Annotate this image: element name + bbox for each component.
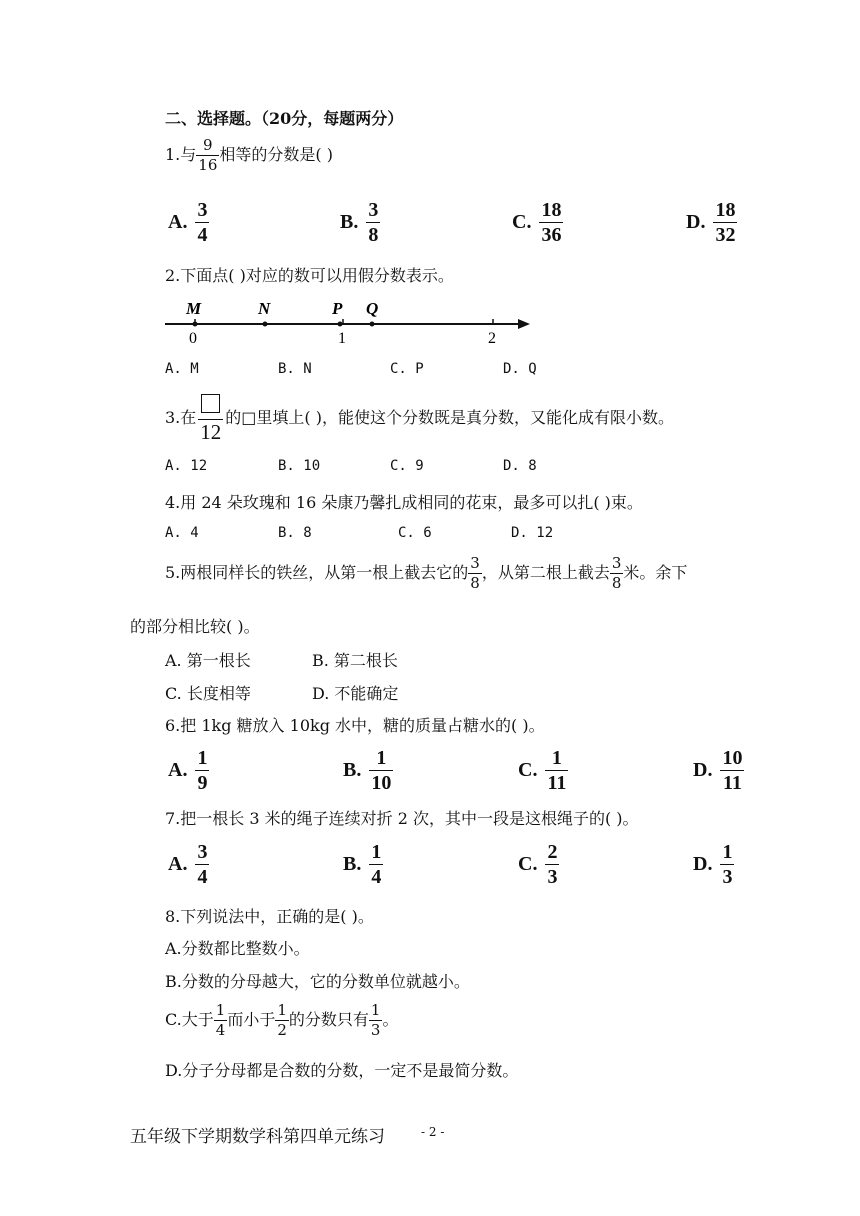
q3-box-fraction: 12 <box>198 394 223 443</box>
q8-option-d: D.分子分母都是合数的分数，一定不是最简分数。 <box>165 1061 519 1080</box>
q3-option-c: C. 9 <box>390 458 424 474</box>
question-7: 7.把一根长 3 米的绳子连续对折 2 次，其中一段是这根绳子的( )。 <box>165 809 639 828</box>
footer-title: 五年级下学期数学科第四单元练习 <box>130 1127 385 1147</box>
page-number: - 2 - <box>421 1125 445 1139</box>
q4-option-d: D. 12 <box>511 525 554 541</box>
q8c-fraction-3: $\frac{1}{3}$ <box>370 1001 381 1039</box>
q5-option-b: B. 第二根长 <box>312 651 398 670</box>
point-label-m: M <box>186 299 202 318</box>
question-8: 8.下列说法中，正确的是( )。 <box>165 907 374 926</box>
q4-option-b: B. 8 <box>278 525 312 541</box>
tick-label-2: 2 <box>488 330 496 347</box>
question-1 <box>165 138 333 173</box>
point-label-n: N <box>258 299 271 318</box>
q8-option-a: A.分数都比整数小。 <box>165 939 310 958</box>
q3-option-b: B. 10 <box>278 458 321 474</box>
q8c-fraction-2: $\frac{1}{2}$ <box>277 1001 287 1039</box>
q4-option-c: C. 6 <box>398 525 432 541</box>
question-6: 6.把 1kg 糖放入 10kg 水中，糖的质量占糖水的( )。 <box>165 716 545 735</box>
point-q-dot <box>370 322 375 327</box>
q6-option-d: D. $\frac{10}{11}$ <box>693 747 743 794</box>
q1-option-c: C. $\frac{18}{36}$ <box>512 199 562 246</box>
q1-post: 相等的分数是( ) <box>219 145 333 164</box>
q1-fraction: $\frac{9}{16}$ <box>198 136 218 174</box>
q4-option-a: A. 4 <box>165 525 199 541</box>
q3-blank-box <box>201 394 220 413</box>
q1-option-d: D. $\frac{18}{32}$ <box>686 199 736 246</box>
q8c-fraction-1: $\frac{1}{4}$ <box>215 1001 226 1039</box>
q7-option-b: B. $\frac{1}{4}$ <box>343 841 382 888</box>
q5-fraction-2: $\frac{3}{8}$ <box>611 554 622 592</box>
tick-label-0: 0 <box>189 330 197 347</box>
section-title: 二、选择题。（20分，每题两分） <box>165 109 404 128</box>
q3-pre: 3.在 <box>165 408 197 427</box>
tick-label-1: 1 <box>338 330 346 347</box>
point-label-q: Q <box>366 299 379 318</box>
q5-option-d: D. 不能确定 <box>312 684 399 703</box>
q3-option-a: A. 12 <box>165 458 208 474</box>
question-5: 5.两根同样长的铁丝，从第一根上截去它的 $\frac{3}{8}$ ，从第二根上截去 $\frac{3}{8}$ 米。余下 <box>165 554 688 592</box>
question-2: 2.下面点( )对应的数可以用假分数表示。 <box>165 266 454 285</box>
question-3 <box>165 394 674 443</box>
q7-option-d: D. $\frac{1}{3}$ <box>693 841 733 888</box>
number-line <box>160 296 540 348</box>
q2-option-c: C. P <box>390 361 424 377</box>
q2-option-a: A. M <box>165 361 199 377</box>
q6-option-a: A. $\frac{1}{9}$ <box>168 747 208 794</box>
q1-option-b: B. $\frac{3}{8}$ <box>340 199 379 246</box>
q3-post: 的□里填上( )，能使这个分数既是真分数，又能化成有限小数。 <box>225 408 674 427</box>
q1-option-a: A. $\frac{3}{4}$ <box>168 199 208 246</box>
q2-option-b: B. N <box>278 361 312 377</box>
q7-option-c: C. $\frac{2}{3}$ <box>518 841 558 888</box>
q8-option-b: B.分数的分母越大，它的分数单位就越小。 <box>165 972 470 991</box>
q8-option-c: C.大于 $\frac{1}{4}$ 而小于 $\frac{1}{2}$ 的分数只有 $\frac{1}{3}$ 。 <box>165 1001 399 1039</box>
q1-pre: 1.与 <box>165 145 197 164</box>
q5-option-a: A. 第一根长 <box>165 651 251 670</box>
q5-fraction-1: $\frac{3}{8}$ <box>470 554 480 592</box>
point-p-dot <box>338 322 343 327</box>
point-n-dot <box>263 322 268 327</box>
q3-option-d: D. 8 <box>503 458 537 474</box>
q2-option-d: D. Q <box>503 361 537 377</box>
question-4: 4.用 24 朵玫瑰和 16 朵康乃馨扎成相同的花束，最多可以扎( )束。 <box>165 493 643 512</box>
number-line-arrow <box>518 319 530 329</box>
q6-option-b: B. $\frac{1}{10}$ <box>343 747 392 794</box>
question-5-line-2: 的部分相比较( )。 <box>130 617 260 636</box>
q7-option-a: A. $\frac{3}{4}$ <box>168 841 208 888</box>
q6-option-c: C. $\frac{1}{11}$ <box>518 747 567 794</box>
point-label-p: P <box>332 299 343 318</box>
q5-option-c: C. 长度相等 <box>165 684 251 703</box>
